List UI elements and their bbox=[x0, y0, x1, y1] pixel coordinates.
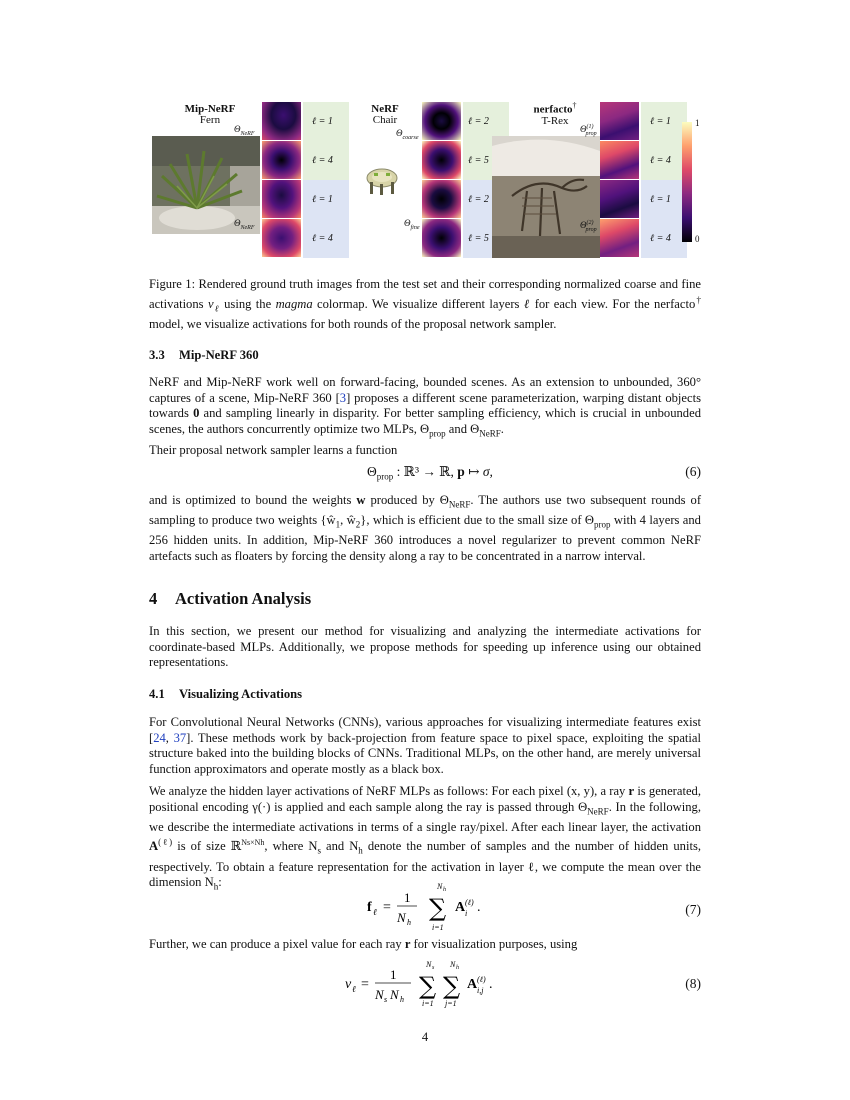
theta-label-round2 bbox=[580, 220, 597, 233]
heatmap bbox=[262, 180, 301, 218]
text: for visualization purposes, using bbox=[410, 937, 578, 951]
citation-link[interactable]: 37 bbox=[173, 730, 187, 745]
caption-text: model, we visualize activations for both rounds of the proposal network sampler. bbox=[149, 316, 557, 331]
theta-label-round1 bbox=[580, 124, 597, 137]
layer-box-fine bbox=[303, 180, 349, 258]
theta-sub: prop bbox=[585, 226, 597, 233]
section-heading-4-1 bbox=[149, 687, 302, 702]
layer-label: ℓ = 1 bbox=[650, 116, 671, 127]
trex-photo bbox=[492, 136, 600, 258]
panel-subtitle-text: T-Rex bbox=[541, 114, 569, 127]
math-sub: prop bbox=[376, 471, 394, 482]
layer-label: ℓ = 1 bbox=[650, 194, 671, 205]
text: . The authors use two subsequent rounds of sampling to produce two weights {ŵ bbox=[149, 493, 702, 528]
heatmap bbox=[422, 180, 461, 218]
chair-photo bbox=[364, 162, 400, 198]
heatmap bbox=[262, 141, 301, 179]
svg-text:h: h bbox=[407, 918, 411, 927]
equation-body bbox=[367, 464, 493, 482]
dagger: † bbox=[572, 101, 577, 110]
heatmap bbox=[262, 102, 301, 140]
colorbar bbox=[682, 122, 692, 242]
layer-label: ℓ = 5 bbox=[468, 155, 489, 166]
svg-text:h: h bbox=[456, 965, 459, 971]
layer-label: ℓ = 4 bbox=[312, 233, 333, 244]
theta-sub: coarse bbox=[402, 134, 419, 141]
heatmap bbox=[422, 141, 461, 179]
section-title: Activation Analysis bbox=[175, 589, 312, 608]
paragraph-3-3-a bbox=[149, 375, 701, 442]
theta-sup: (2) bbox=[586, 220, 594, 226]
equation-8-math bbox=[337, 958, 537, 1008]
text: . bbox=[500, 421, 504, 436]
caption-text: for each view. For the nerfacto bbox=[530, 296, 696, 311]
equation-6 bbox=[149, 464, 701, 484]
svg-text:i=1: i=1 bbox=[432, 923, 444, 932]
text: We analyze the hidden layer activations of NeRF MLPs as follows: For each pixel (x, y), a ray bbox=[149, 784, 629, 798]
svg-text:s: s bbox=[384, 995, 388, 1004]
text: is of size ℝ bbox=[172, 839, 242, 854]
math-bold-p: p bbox=[457, 464, 465, 479]
svg-text:=: = bbox=[383, 900, 391, 915]
math-sub: NeRF bbox=[479, 428, 501, 439]
heatmap bbox=[600, 102, 639, 140]
caption-text: Figure 1: Rendered ground truth images from the test set and their corresponding normalized coarse and fine activations bbox=[149, 277, 701, 311]
layer-label: ℓ = 1 bbox=[312, 116, 333, 127]
layer-label: ℓ = 2 bbox=[468, 194, 489, 205]
theta-symbol: Θ bbox=[404, 218, 411, 228]
panel-title-mipnerf bbox=[180, 104, 240, 126]
text: Further, we can produce a pixel value for each ray bbox=[149, 937, 405, 951]
math-bold-zero: 0 bbox=[193, 406, 200, 421]
panel-subtitle-text: Chair bbox=[372, 114, 398, 126]
svg-text:ℓ: ℓ bbox=[373, 907, 377, 917]
theta-symbol: Θ bbox=[580, 124, 587, 134]
svg-text:=: = bbox=[361, 977, 369, 992]
math-sub: h bbox=[358, 846, 363, 856]
caption-math-vsub: ℓ bbox=[213, 303, 220, 314]
caption-text: using the bbox=[219, 296, 276, 311]
section-heading-3-3 bbox=[149, 348, 259, 363]
svg-text:N: N bbox=[397, 910, 406, 925]
text: , where N bbox=[264, 839, 318, 854]
svg-text:i: i bbox=[465, 909, 468, 918]
figure-1 bbox=[150, 96, 710, 264]
heatmap-column-2 bbox=[422, 102, 462, 258]
text: , ŵ bbox=[340, 513, 356, 528]
equation-8 bbox=[149, 958, 701, 1008]
layer-label: ℓ = 5 bbox=[468, 233, 489, 244]
theta-sub: NeRF bbox=[240, 130, 255, 137]
equation-number: (7) bbox=[685, 902, 701, 917]
layer-label: ℓ = 4 bbox=[650, 233, 671, 244]
caption-emph-magma: magma bbox=[275, 296, 313, 311]
math-sub: 2 bbox=[355, 519, 361, 530]
citation-link[interactable]: 24 bbox=[153, 730, 166, 745]
colorbar-min-label: 0 bbox=[695, 234, 700, 244]
math-sub: 1 bbox=[335, 519, 341, 530]
math-sub: s bbox=[317, 846, 321, 856]
svg-text:.: . bbox=[477, 900, 481, 915]
section-title: Mip-NeRF 360 bbox=[179, 348, 259, 362]
heatmap bbox=[600, 219, 639, 257]
theta-sub: NeRF bbox=[240, 224, 255, 231]
svg-text:ℓ: ℓ bbox=[352, 984, 356, 994]
paragraph-3-3-c bbox=[149, 493, 701, 564]
svg-text:N: N bbox=[450, 960, 456, 969]
math-sub: prop bbox=[429, 428, 446, 439]
caption-dagger: † bbox=[695, 294, 702, 305]
paragraph-4-1-a bbox=[149, 715, 701, 777]
panel-title-nerf bbox=[360, 104, 410, 126]
heatmap bbox=[422, 102, 461, 140]
math-sub: NeRF bbox=[587, 806, 609, 817]
math-bold-r: r bbox=[404, 937, 411, 951]
svg-text:N: N bbox=[437, 882, 443, 891]
svg-text:A: A bbox=[455, 900, 466, 915]
text: and N bbox=[320, 839, 359, 854]
theta-symbol: Θ bbox=[580, 220, 587, 230]
theta-symbol: Θ bbox=[234, 124, 241, 134]
svg-text:i,j: i,j bbox=[477, 986, 484, 995]
svg-text:∑: ∑ bbox=[429, 894, 447, 922]
math-text: : ℝ³ → ℝ, bbox=[393, 464, 458, 479]
text: , bbox=[165, 730, 174, 745]
section-number: 4.1 bbox=[149, 687, 165, 701]
text: and is optimized to bound the weights bbox=[149, 493, 357, 507]
equation-number: (8) bbox=[685, 976, 701, 991]
layer-label: ℓ = 2 bbox=[468, 116, 489, 127]
svg-text:N: N bbox=[426, 960, 432, 969]
math-bold-r: r bbox=[628, 784, 635, 798]
theta-label-coarse bbox=[396, 128, 419, 141]
svg-text:v: v bbox=[345, 977, 352, 992]
text: }, which is efficient due to the small size of Θ bbox=[360, 513, 595, 528]
text: For Convolutional Neural Networks (CNNs), various approaches for visualizing intermediate features exist [ bbox=[149, 715, 701, 745]
math-theta: Θ bbox=[367, 464, 377, 479]
theta-symbol: Θ bbox=[396, 128, 403, 138]
text: ]. These methods work by back-projection from feature space to pixel space, exploiting the spatial structure baked into the building blocks of CNNs. Traditional MLPs, on the other hand, are merely universal function approximators and operate mostly as a black box. bbox=[149, 730, 702, 776]
heatmap-column-1 bbox=[262, 102, 302, 258]
math-text: ↦ σ, bbox=[464, 464, 493, 479]
layer-box-coarse bbox=[303, 102, 349, 180]
heatmap bbox=[422, 219, 461, 257]
text: : bbox=[218, 875, 222, 890]
section-number: 4 bbox=[149, 589, 158, 608]
svg-text:f: f bbox=[367, 900, 372, 915]
svg-text:h: h bbox=[443, 887, 446, 893]
layer-label: ℓ = 4 bbox=[650, 155, 671, 166]
caption-math-ell: ℓ bbox=[523, 296, 531, 311]
svg-text:N: N bbox=[390, 987, 399, 1002]
svg-text:1: 1 bbox=[404, 890, 411, 905]
svg-text:A: A bbox=[467, 977, 478, 992]
svg-text:j=1: j=1 bbox=[445, 999, 457, 1008]
text: and sampling linearly in disparity. For better sampling efficiency, which is crucial in unbounded scenes, the authors concurrently optimize two MLPs, Θ bbox=[149, 406, 701, 436]
page-number: 4 bbox=[421, 1030, 429, 1044]
text: and Θ bbox=[445, 421, 480, 436]
math-sub: prop bbox=[594, 519, 611, 530]
svg-text:∑: ∑ bbox=[419, 972, 437, 1000]
paragraph-3-3-b: Their proposal network sampler learns a function bbox=[149, 443, 398, 457]
caption-math-v: v bbox=[207, 296, 214, 311]
math-sub: h bbox=[213, 881, 219, 892]
heatmap bbox=[262, 219, 301, 257]
svg-text:i=1: i=1 bbox=[422, 999, 434, 1008]
panel-title-text: Mip-NeRF bbox=[184, 103, 236, 115]
theta-sub: fine bbox=[410, 224, 420, 231]
section-number: 3.3 bbox=[149, 348, 165, 362]
svg-text:.: . bbox=[489, 977, 493, 992]
text: with 4 layers and 256 hidden units. In addition, Mip-NeRF 360 introduces a novel regularizer to prevent common NeRF artefacts such as floaters by forcing the density along a ray to be concentrated in a narrow interval. bbox=[149, 513, 701, 563]
math-sup: Ns×Nh bbox=[241, 838, 265, 848]
layer-box-round1 bbox=[641, 102, 687, 180]
panel-title-nerfacto bbox=[515, 100, 595, 127]
caption-paragraph bbox=[149, 277, 701, 332]
text: NeRF and Mip-NeRF work well on forward-facing, bounded scenes. As an extension to unbounded, 360° captures of a scene, Mip-NeRF 360 [ bbox=[149, 375, 701, 405]
text: denote the number of samples and the number of hidden units, respectively. To obtain a feature representation for the activation in layer ℓ, we compute the mean over the dimension N bbox=[149, 839, 701, 890]
heatmap-column-3 bbox=[600, 102, 640, 258]
svg-text:1: 1 bbox=[390, 967, 397, 982]
text: is generated, positional encoding γ(·) is applied and each sample along the ray is passed through Θ bbox=[149, 784, 701, 814]
theta-label-coarse bbox=[234, 124, 255, 137]
math-sup: (ℓ) bbox=[158, 837, 173, 848]
layer-box-round2 bbox=[641, 180, 687, 258]
panel-subtitle-text: Fern bbox=[199, 114, 221, 126]
section-title: Visualizing Activations bbox=[179, 687, 303, 701]
equation-number: (6) bbox=[685, 464, 701, 479]
text: produced by Θ bbox=[365, 493, 449, 507]
equation-7-math bbox=[359, 878, 519, 934]
math-bold-w: w bbox=[356, 493, 366, 507]
figure-caption bbox=[149, 277, 701, 332]
svg-text:s: s bbox=[432, 965, 435, 971]
svg-text:N: N bbox=[375, 987, 384, 1002]
layer-label: ℓ = 4 bbox=[312, 155, 333, 166]
caption-text: colormap. We visualize different layers bbox=[312, 296, 524, 311]
layer-label: ℓ = 1 bbox=[312, 194, 333, 205]
svg-text:(ℓ): (ℓ) bbox=[477, 975, 486, 984]
colorbar-max-label: 1 bbox=[695, 118, 700, 128]
math-bold-A: A bbox=[149, 839, 159, 854]
paragraph-4: In this section, we present our method for visualizing and analyzing the intermediate activations for coordinate-based MLPs. Additionally, we propose methods for speeding up inference using our obtained representations. bbox=[149, 624, 701, 670]
theta-sup: (1) bbox=[586, 124, 594, 130]
heatmap bbox=[600, 180, 639, 218]
svg-text:∑: ∑ bbox=[443, 972, 461, 1000]
equation-7 bbox=[149, 878, 701, 934]
paragraph-4-1-c bbox=[149, 937, 701, 953]
svg-text:h: h bbox=[400, 995, 404, 1004]
text: ] proposes a different scene parameterization, warping distant objects towards bbox=[149, 390, 701, 421]
theta-label-fine bbox=[404, 218, 420, 231]
panel-title-text: NeRF bbox=[371, 103, 399, 115]
text: . In the following, we describe the intermediate activations in terms of a single ray/pixel. After each linear layer, the activation bbox=[149, 799, 701, 834]
math-sub: NeRF bbox=[448, 499, 471, 510]
heatmap bbox=[600, 141, 639, 179]
svg-text:(ℓ): (ℓ) bbox=[465, 898, 474, 907]
section-heading-4 bbox=[149, 589, 311, 609]
theta-label-fine bbox=[234, 218, 255, 231]
theta-symbol: Θ bbox=[234, 218, 241, 228]
theta-sub: prop bbox=[585, 130, 597, 137]
panel-title-text: nerfacto bbox=[533, 103, 573, 116]
citation-link[interactable]: 3 bbox=[339, 390, 347, 405]
